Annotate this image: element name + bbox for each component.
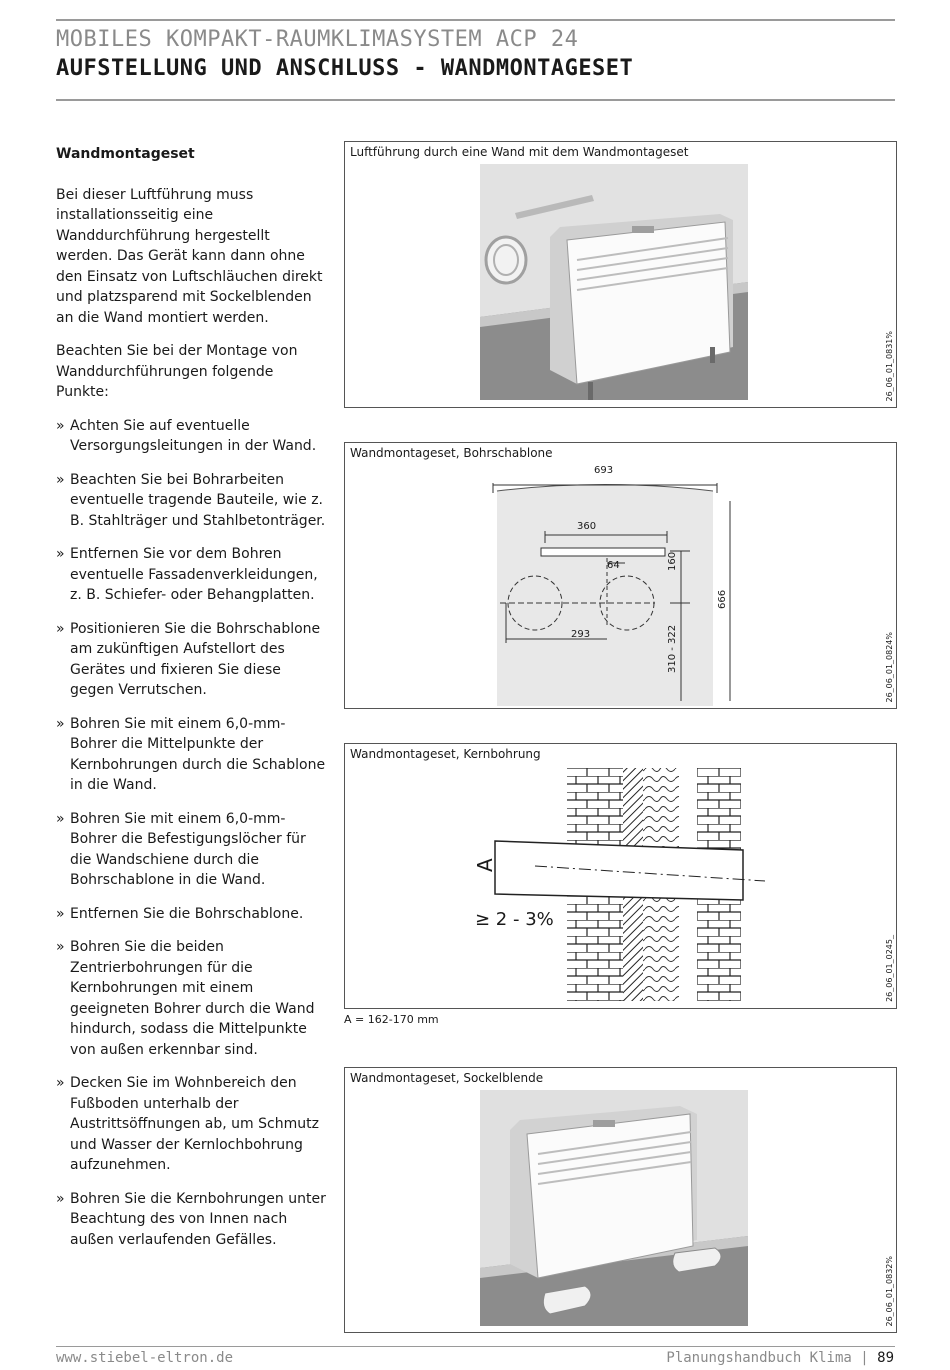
section-heading: Wandmontageset xyxy=(56,146,195,162)
instruction-text: Bohren Sie die Kernbohrungen unter Beachtung des von Innen nach außen verlaufenden Gefälles. xyxy=(70,1190,326,1248)
footer-separator: | xyxy=(860,1350,869,1366)
figure-caption: Wandmontageset, Bohrschablone xyxy=(350,446,553,460)
instruction-item xyxy=(56,904,326,925)
text-column xyxy=(56,144,326,1263)
instruction-item xyxy=(56,809,326,891)
bullet-marker: » xyxy=(56,620,65,637)
instruction-text: Entfernen Sie die Bohrschablone. xyxy=(70,905,304,922)
bullet-marker: » xyxy=(56,715,65,732)
instruction-item xyxy=(56,416,326,457)
instruction-text: Positionieren Sie die Bohrschablone am zukünftigen Aufstellort des Gerätes und fixieren Sie diese gegen Verrutschen. xyxy=(70,620,321,698)
dim-width: 693 xyxy=(594,465,614,476)
figure-id: 26_06_01_0824% xyxy=(885,631,894,702)
dimension-note: A = 162-170 mm xyxy=(344,1013,439,1026)
footer-rule xyxy=(56,1346,895,1347)
bullet-marker: » xyxy=(56,810,65,827)
figure-core-drilling xyxy=(344,743,897,1009)
dim-floor: 310 - 322 xyxy=(667,624,678,673)
slope-label: ≥ 2 - 3% xyxy=(475,909,554,930)
figure-id: 26_06_01_0245_ xyxy=(885,935,894,1002)
intro-paragraph: Bei dieser Luftführung muss installationsseitig eine Wanddurchführung hergestellt werden. Das Gerät kann dann ohne den Einsatz von Luftschläuchen direkt und platzsparend mit Sockelblenden an die Wand montiert werden. xyxy=(56,186,323,326)
base-cover-illustration xyxy=(345,1068,896,1332)
bullet-marker: » xyxy=(56,471,65,488)
instruction-item xyxy=(56,937,326,1060)
instruction-item xyxy=(56,470,326,532)
dim-height: 666 xyxy=(717,589,728,609)
bullet-marker: » xyxy=(56,939,65,955)
figure-caption: Wandmontageset, Sockelblende xyxy=(350,1071,544,1085)
instruction-item xyxy=(56,714,326,796)
product-title: MOBILES KOMPAKT-RAUMKLIMASYSTEM ACP 24 xyxy=(56,27,579,52)
instruction-intro: Beachten Sie bei der Montage von Wanddurchführungen folgende Punkte: xyxy=(56,343,298,400)
footer-page-info xyxy=(666,1350,894,1366)
dim-rail-to-center: 160 xyxy=(667,551,678,571)
instruction-list xyxy=(56,416,326,1251)
drilling-template-diagram xyxy=(345,443,896,708)
label-a: A xyxy=(473,858,497,872)
instruction-text: Bohren Sie die beiden Zentrierbohrungen für die Kernbohrungen mit einem geeigneten Bohrer durch die Wand hindurch, sodass die Mittelpunkte von außen erkennbar sind. xyxy=(70,939,315,1058)
page-number: 89 xyxy=(877,1350,894,1366)
instruction-text: Bohren Sie mit einem 6,0-mm-Bohrer die Mittelpunkte der Kernbohrungen durch die Schablone in die Wand. xyxy=(70,715,326,793)
instruction-text: Achten Sie auf eventuelle Versorgungsleitungen in der Wand. xyxy=(70,417,317,454)
section-title: AUFSTELLUNG UND ANSCHLUSS - WANDMONTAGESET xyxy=(56,56,634,81)
figure-caption: Luftführung durch eine Wand mit dem Wandmontageset xyxy=(350,145,689,159)
instruction-text: Beachten Sie bei Bohrarbeiten eventuelle tragende Bauteile, wie z. B. Stahlträger und Stahlbetonträger. xyxy=(70,471,326,529)
figure-base-cover xyxy=(344,1067,897,1333)
dim-rail: 360 xyxy=(577,521,597,532)
core-drilling-diagram xyxy=(345,744,896,1008)
page-header xyxy=(56,26,896,84)
book-title: Planungshandbuch Klima xyxy=(666,1350,852,1366)
bullet-marker: » xyxy=(56,1075,65,1091)
figure-id: 26_06_01_0831% xyxy=(885,330,894,401)
dim-offset: 64 xyxy=(607,560,620,571)
instruction-text: Entfernen Sie vor dem Bohren eventuelle Fassadenverkleidungen, z. B. Schiefer- oder Behangplatten. xyxy=(70,546,318,603)
figure-id: 26_06_01_0832% xyxy=(885,1255,894,1326)
bullet-marker: » xyxy=(56,1190,65,1207)
figure-caption: Wandmontageset, Kernbohrung xyxy=(350,747,541,761)
figure-drilling-template xyxy=(344,442,897,709)
bullet-marker: » xyxy=(56,417,65,434)
header-top-rule xyxy=(56,19,895,21)
header-bottom-rule xyxy=(56,99,895,101)
bullet-marker: » xyxy=(56,546,65,562)
bullet-marker: » xyxy=(56,905,65,922)
wall-unit-illustration xyxy=(345,142,896,407)
instruction-text: Bohren Sie mit einem 6,0-mm-Bohrer die Befestigungslöcher für die Wandschiene durch die Bohrschablone in die Wand. xyxy=(70,810,306,888)
instruction-item xyxy=(56,1073,326,1176)
instruction-text: Decken Sie im Wohnbereich den Fußboden unterhalb der Austrittsöffnungen ab, um Schmutz und Wasser der Kernlochbohrung aufzunehmen. xyxy=(70,1075,319,1173)
dim-centers: 293 xyxy=(571,629,591,640)
figure-wall-airflow xyxy=(344,141,897,408)
footer-url: www.stiebel-eltron.de xyxy=(56,1350,234,1366)
instruction-item xyxy=(56,544,326,606)
instruction-item xyxy=(56,1189,326,1251)
instruction-item xyxy=(56,619,326,701)
